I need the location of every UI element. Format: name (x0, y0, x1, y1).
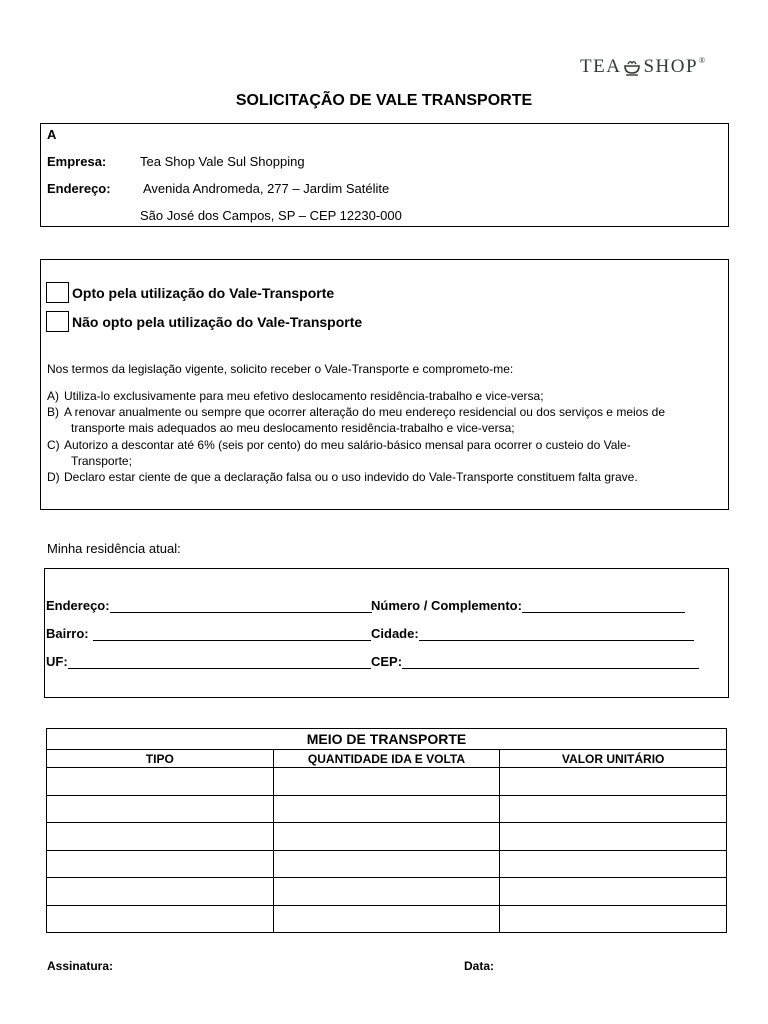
table-cell[interactable] (273, 795, 500, 823)
table-cell[interactable] (500, 850, 727, 878)
opt-in-label: Opto pela utilização do Vale-Transporte (72, 284, 335, 301)
logo-text-shop: SHOP (643, 56, 699, 77)
table-cell[interactable] (47, 768, 274, 796)
item-continuation: transporte mais adequados ao meu deslocamento residência-trabalho e vice-versa; (71, 421, 515, 435)
date-label: Data: (464, 959, 495, 973)
table-cell[interactable] (500, 795, 727, 823)
commitment-item-a (47, 388, 722, 404)
residence-district-field[interactable] (46, 626, 371, 641)
table-cell[interactable] (500, 905, 727, 933)
table-row (47, 823, 727, 851)
item-text: Utiliza-lo exclusivamente para meu efetivo deslocamento residência-trabalho e vice-versa; (64, 389, 544, 403)
address-line1: Avenida Andromeda, 277 – Jardim Satélite (143, 181, 390, 196)
residence-zip-label: CEP: (371, 654, 403, 669)
residence-city-label: Cidade: (371, 626, 419, 641)
commitment-item-b (47, 404, 722, 436)
table-cell[interactable] (273, 878, 500, 906)
address-label: Endereço: (47, 181, 111, 196)
recipient-box (40, 123, 729, 227)
residence-zip-line[interactable] (402, 657, 699, 669)
item-mark: C) (47, 438, 60, 452)
table-cell[interactable] (47, 878, 274, 906)
transport-table-title: MEIO DE TRANSPORTE (47, 729, 727, 750)
table-row (47, 768, 727, 796)
residence-district-line[interactable] (93, 629, 371, 641)
commitment-item-c (47, 437, 722, 469)
opt-out-label: Não opto pela utilização do Vale-Transporte (72, 313, 363, 330)
table-cell[interactable] (273, 850, 500, 878)
company-value: Tea Shop Vale Sul Shopping (140, 154, 305, 169)
table-cell[interactable] (47, 823, 274, 851)
residence-address-line[interactable] (110, 601, 372, 613)
table-row (47, 878, 727, 906)
company-row (47, 154, 305, 169)
item-text: Autorizo a descontar até 6% (seis por cento) do meu salário-básico mensal para ocorrer o custeio do Vale- (64, 438, 631, 452)
residence-heading: Minha residência atual: (47, 541, 181, 556)
residence-address-field[interactable] (46, 598, 372, 613)
opt-out-option[interactable] (46, 311, 362, 332)
opt-in-checkbox[interactable] (46, 282, 69, 303)
residence-zip-field[interactable] (371, 654, 699, 669)
residence-state-line[interactable] (68, 657, 371, 669)
logo-registered-mark: ® (699, 55, 707, 65)
column-header-quantity: QUANTIDADE IDA E VOLTA (273, 750, 500, 768)
item-mark: D) (47, 470, 60, 484)
residence-number-label: Número / Complemento: (371, 598, 522, 613)
residence-state-field[interactable] (46, 654, 371, 669)
table-cell[interactable] (47, 850, 274, 878)
transport-table (46, 728, 727, 933)
to-label: A (47, 127, 57, 142)
table-cell[interactable] (273, 823, 500, 851)
table-row (47, 795, 727, 823)
table-cell[interactable] (500, 878, 727, 906)
logo-text-tea: TEA (580, 56, 622, 77)
options-box (40, 259, 729, 510)
company-label: Empresa: (47, 154, 107, 169)
opt-in-option[interactable] (46, 282, 334, 303)
column-header-unit-value: VALOR UNITÁRIO (500, 750, 727, 768)
address-line2: São José dos Campos, SP – CEP 12230-000 (140, 208, 402, 223)
residence-number-field[interactable] (371, 598, 685, 613)
residence-number-line[interactable] (522, 601, 685, 613)
address-row (47, 181, 390, 196)
tea-shop-logo (580, 56, 707, 78)
item-mark: A) (47, 389, 59, 403)
item-continuation: Transporte; (71, 454, 132, 468)
table-cell[interactable] (47, 905, 274, 933)
item-text: A renovar anualmente ou sempre que ocorrer alteração do meu endereço residencial ou dos serviços e meios de (64, 405, 666, 419)
item-text: Declaro estar ciente de que a declaração falsa ou o uso indevido do Vale-Transporte constituem falta grave. (64, 470, 638, 484)
table-cell[interactable] (47, 795, 274, 823)
residence-district-label: Bairro: (46, 626, 89, 641)
table-row (47, 905, 727, 933)
item-mark: B) (47, 405, 59, 419)
commitment-item-d (47, 469, 722, 485)
residence-state-label: UF: (46, 654, 68, 669)
address-row-2 (47, 208, 402, 223)
legislation-intro: Nos termos da legislação vigente, solicito receber o Vale-Transporte e comprometo-me: (47, 362, 514, 376)
table-cell[interactable] (273, 905, 500, 933)
table-cell[interactable] (273, 768, 500, 796)
recipient-to (47, 127, 56, 142)
table-cell[interactable] (500, 823, 727, 851)
residence-box (44, 568, 729, 698)
table-row (47, 850, 727, 878)
residence-city-line[interactable] (419, 629, 694, 641)
residence-address-label: Endereço: (46, 598, 110, 613)
teacup-icon (622, 57, 642, 77)
opt-out-checkbox[interactable] (46, 311, 69, 332)
page-title: SOLICITAÇÃO DE VALE TRANSPORTE (235, 92, 533, 109)
table-cell[interactable] (500, 768, 727, 796)
signature-label: Assinatura: (47, 959, 114, 973)
residence-city-field[interactable] (371, 626, 694, 641)
column-header-type: TIPO (47, 750, 274, 768)
